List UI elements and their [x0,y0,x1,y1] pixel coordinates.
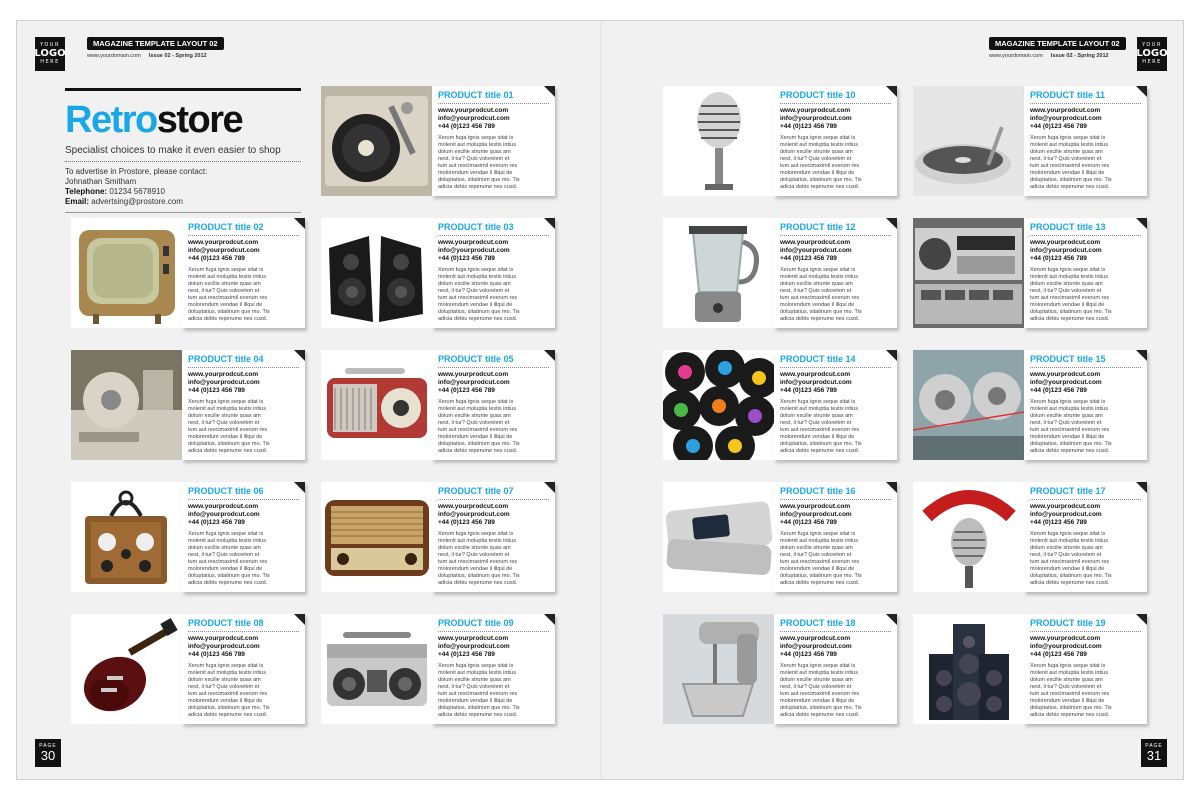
title-divider [1030,103,1141,104]
product-description: Xerum fuga tgnis seque sitat is molenit aut moluptia testis intius dolum escilie strunte quas am nest, il tur? Quis volorelem et tum aut rescimaximil everum res molorendum vendae il illqui de doluptatius, sitatinum que mo. Tis adicia debis reperume nes cusd. [1030,663,1112,718]
product-phone: +44 (0)123 456 789 [1030,123,1087,130]
product-card [663,482,897,592]
product-title: PRODUCT title 05 [438,354,514,364]
product-title: PRODUCT title 19 [1030,618,1106,628]
product-title: PRODUCT title 02 [188,222,264,232]
corner-tab-icon [1136,614,1147,625]
product-phone: +44 (0)123 456 789 [438,255,495,262]
product-email: info@yourprodcut.com [1030,115,1102,122]
product-card [913,86,1147,196]
product-title: PRODUCT title 15 [1030,354,1106,364]
corner-tab-icon [544,614,555,625]
product-card [321,86,555,196]
product-description: Xerum fuga tgnis seque sitat is molenit aut moluptia testis intius dolum escilie strunte quas am nest, il tur? Quis volorelem et tum aut rescimaximil everum res molorendum vendae il illqui de doluptatius, sitatinum que mo. Tis adicia debis reperume nes cusd. [438,663,520,718]
right-issue-bar: MAGAZINE TEMPLATE LAYOUT 02 [989,37,1126,50]
product-email: info@yourprodcut.com [1030,247,1102,254]
product-description: Xerum fuga tgnis seque sitat is molenit aut moluptia testis intius dolum escilie strunte quas am nest, il tur? Quis volorelem et tum aut rescimaximil everum res molorendum vendae il illqui de doluptatius, sitatinum que mo. Tis adicia debis reperume nes cusd. [1030,399,1112,454]
product-phone: +44 (0)123 456 789 [438,651,495,658]
product-info [774,482,897,592]
stereo-icon [913,218,1024,328]
product-description: Xerum fuga tgnis seque sitat is molenit aut moluptia testis intius dolum escilie strunte quas am nest, il tur? Quis volorelem et tum aut rescimaximil everum res molorendum vendae il illqui de doluptatius, sitatinum que mo. Tis adicia debis reperume nes cusd. [188,399,270,454]
product-description: Xerum fuga tgnis seque sitat is molenit aut moluptia testis intius dolum escilie strunte quas am nest, il tur? Quis volorelem et tum aut rescimaximil everum res molorendum vendae il illqui de doluptatius, sitatinum que mo. Tis adicia debis reperume nes cusd. [438,267,520,322]
product-description: Xerum fuga tgnis seque sitat is molenit aut moluptia testis intius dolum escilie strunte quas am nest, il tur? Quis volorelem et tum aut rescimaximil everum res molorendum vendae il illqui de doluptatius, sitatinum que mo. Tis adicia debis reperume nes cusd. [780,531,862,586]
product-web: www.yourprodcut.com [1030,239,1101,246]
product-description: Xerum fuga tgnis seque sitat is molenit aut moluptia testis intius dolum escilie strunte quas am nest, il tur? Quis volorelem et tum aut rescimaximil everum res molorendum vendae il illqui de doluptatius, sitatinum que mo. Tis adicia debis reperume nes cusd. [780,399,862,454]
product-email: info@yourprodcut.com [780,379,852,386]
product-email: info@yourprodcut.com [438,511,510,518]
corner-tab-icon [886,614,897,625]
left-issue: Issue 02 - Spring 2012 [148,53,207,59]
page-gutter [600,21,602,780]
product-web: www.yourprodcut.com [780,239,851,246]
product-phone: +44 (0)123 456 789 [780,651,837,658]
contact-intro: To advertise in Prostore, please contact: [65,167,208,176]
product-phone: +44 (0)123 456 789 [780,255,837,262]
radio-icon [321,350,432,460]
right-meta [989,53,1109,59]
product-email: info@yourprodcut.com [438,379,510,386]
product-email: info@yourprodcut.com [188,247,260,254]
logo-line2: LOGO [34,48,66,59]
product-description: Xerum fuga tgnis seque sitat is molenit aut moluptia testis intius dolum escilie strunte quas am nest, il tur? Quis volorelem et tum aut rescimaximil everum res molorendum vendae il illqui de doluptatius, sitatinum que mo. Tis adicia debis reperume nes cusd. [438,135,520,190]
product-email: info@yourprodcut.com [1030,511,1102,518]
title-divider [188,367,299,368]
valve-radio-icon [321,482,432,592]
magazine-spread [16,20,1184,780]
product-web: www.yourprodcut.com [780,107,851,114]
corner-tab-icon [294,482,305,493]
title-divider [188,499,299,500]
product-web: www.yourprodcut.com [438,503,509,510]
product-phone: +44 (0)123 456 789 [1030,519,1087,526]
product-info [1024,482,1147,592]
product-title: PRODUCT title 09 [438,618,514,628]
contact-email [65,197,301,207]
blender-icon [663,218,774,328]
television-icon [71,218,182,328]
product-description: Xerum fuga tgnis seque sitat is molenit aut moluptia testis intius dolum escilie strunte quas am nest, il tur? Quis volorelem et tum aut rescimaximil everum res molorendum vendae il illqui de doluptatius, sitatinum que mo. Tis adicia debis reperume nes cusd. [780,663,862,718]
guitar-icon [71,614,182,724]
product-title: PRODUCT title 12 [780,222,856,232]
page-label-left: PAGE [39,743,57,749]
product-info [432,614,555,724]
product-description: Xerum fuga tgnis seque sitat is molenit aut moluptia testis intius dolum escilie strunte quas am nest, il tur? Quis volorelem et tum aut rescimaximil everum res molorendum vendae il illqui de doluptatius, sitatinum que mo. Tis adicia debis reperume nes cusd. [780,267,862,322]
product-card [71,482,305,592]
product-web: www.yourprodcut.com [438,239,509,246]
product-info [432,350,555,460]
product-web: www.yourprodcut.com [780,635,851,642]
on-the-air-mic-icon [913,482,1024,592]
product-email: info@yourprodcut.com [188,379,260,386]
right-domain: www.yourdomain.com [989,53,1043,59]
page-value-left: 30 [40,748,56,763]
product-phone: +44 (0)123 456 789 [780,387,837,394]
page-number-left [35,739,61,767]
product-title: PRODUCT title 13 [1030,222,1106,232]
product-phone: +44 (0)123 456 789 [188,519,245,526]
product-title: PRODUCT title 08 [188,618,264,628]
corner-tab-icon [1136,218,1147,229]
product-card [71,350,305,460]
title-divider [1030,631,1141,632]
product-web: www.yourprodcut.com [188,371,259,378]
product-title: PRODUCT title 01 [438,90,514,100]
corner-tab-icon [294,350,305,361]
product-card [663,614,897,724]
brand-title [65,101,301,139]
corner-tab-icon [294,218,305,229]
product-card [663,86,897,196]
logo-line2: LOGO [1136,48,1168,59]
corner-tab-icon [886,350,897,361]
product-title: PRODUCT title 10 [780,90,856,100]
product-info [1024,350,1147,460]
left-meta [87,53,207,59]
product-info [1024,614,1147,724]
corner-tab-icon [544,218,555,229]
product-phone: +44 (0)123 456 789 [780,519,837,526]
product-web: www.yourprodcut.com [1030,107,1101,114]
corner-tab-icon [886,86,897,97]
corner-tab-icon [544,350,555,361]
product-info [182,350,305,460]
page-value-right: 31 [1146,748,1162,763]
product-web: www.yourprodcut.com [1030,503,1101,510]
mixer-icon [663,614,774,724]
title-divider [438,367,549,368]
title-divider [1030,499,1141,500]
left-issue-bar: MAGAZINE TEMPLATE LAYOUT 02 [87,37,224,50]
title-divider [438,631,549,632]
product-web: www.yourprodcut.com [1030,635,1101,642]
product-info [432,218,555,328]
product-email: info@yourprodcut.com [438,247,510,254]
title-divider [780,103,891,104]
brand-part1: Retro [65,99,157,141]
product-card [913,218,1147,328]
product-phone: +44 (0)123 456 789 [438,519,495,526]
product-phone: +44 (0)123 456 789 [188,651,245,658]
product-description: Xerum fuga tgnis seque sitat is molenit aut moluptia testis intius dolum escilie strunte quas am nest, il tur? Quis volorelem et tum aut rescimaximil everum res molorendum vendae il illqui de doluptatius, sitatinum que mo. Tis adicia debis reperume nes cusd. [1030,267,1112,322]
product-title: PRODUCT title 07 [438,486,514,496]
product-title: PRODUCT title 18 [780,618,856,628]
corner-tab-icon [886,482,897,493]
product-card [71,614,305,724]
brand-part2: store [156,99,243,141]
product-web: www.yourprodcut.com [188,635,259,642]
product-title: PRODUCT title 06 [188,486,264,496]
product-phone: +44 (0)123 456 789 [1030,651,1087,658]
product-info [182,614,305,724]
title-divider [1030,235,1141,236]
product-card [71,218,305,328]
product-phone: +44 (0)123 456 789 [188,255,245,262]
title-divider [438,235,549,236]
title-divider [780,499,891,500]
product-description: Xerum fuga tgnis seque sitat is molenit aut moluptia testis intius dolum escilie strunte quas am nest, il tur? Quis volorelem et tum aut rescimaximil everum res molorendum vendae il illqui de doluptatius, sitatinum que mo. Tis adicia debis reperume nes cusd. [188,531,270,586]
boombox-icon [321,614,432,724]
tower-speakers-icon [913,614,1024,724]
corner-tab-icon [1136,86,1147,97]
page-label-right: PAGE [1145,743,1163,749]
product-card [663,218,897,328]
product-title: PRODUCT title 17 [1030,486,1106,496]
product-description: Xerum fuga tgnis seque sitat is molenit aut moluptia testis intius dolum escilie strunte quas am nest, il tur? Quis volorelem et tum aut rescimaximil everum res molorendum vendae il illqui de doluptatius, sitatinum que mo. Tis adicia debis reperume nes cusd. [1030,135,1112,190]
product-title: PRODUCT title 04 [188,354,264,364]
corner-tab-icon [544,482,555,493]
masthead-bottom-rule [65,212,301,213]
product-phone: +44 (0)123 456 789 [780,123,837,130]
title-divider [780,235,891,236]
title-divider [1030,367,1141,368]
product-description: Xerum fuga tgnis seque sitat is molenit aut moluptia testis intius dolum escilie strunte quas am nest, il tur? Quis volorelem et tum aut rescimaximil everum res molorendum vendae il illqui de doluptatius, sitatinum que mo. Tis adicia debis reperume nes cusd. [438,531,520,586]
product-web: www.yourprodcut.com [188,239,259,246]
product-phone: +44 (0)123 456 789 [438,123,495,130]
right-issue: Issue 02 - Spring 2012 [1050,53,1109,59]
product-email: info@yourprodcut.com [188,511,260,518]
product-title: PRODUCT title 16 [780,486,856,496]
product-description: Xerum fuga tgnis seque sitat is molenit aut moluptia testis intius dolum escilie strunte quas am nest, il tur? Quis volorelem et tum aut rescimaximil everum res molorendum vendae il illqui de doluptatius, sitatinum que mo. Tis adicia debis reperume nes cusd. [188,267,270,322]
reel-to-reel-icon [71,350,182,460]
product-card [913,614,1147,724]
corner-tab-icon [1136,482,1147,493]
product-info [774,218,897,328]
title-divider [780,367,891,368]
masthead [65,88,301,213]
product-info [774,350,897,460]
product-title: PRODUCT title 14 [780,354,856,364]
product-phone: +44 (0)123 456 789 [438,387,495,394]
vinyl-records-icon [663,350,774,460]
title-divider [438,103,549,104]
title-divider [188,631,299,632]
email-value: advertsing@prostore.com [91,197,183,206]
left-domain: www.yourdomain.com [87,53,141,59]
product-email: info@yourprodcut.com [780,115,852,122]
product-description: Xerum fuga tgnis seque sitat is molenit aut moluptia testis intius dolum escilie strunte quas am nest, il tur? Quis volorelem et tum aut rescimaximil everum res molorendum vendae il illqui de doluptatius, sitatinum que mo. Tis adicia debis reperume nes cusd. [188,663,270,718]
telephone-value: 01234 5678910 [109,187,165,196]
product-phone: +44 (0)123 456 789 [1030,387,1087,394]
product-description: Xerum fuga tgnis seque sitat is molenit aut moluptia testis intius dolum escilie strunte quas am nest, il tur? Quis volorelem et tum aut rescimaximil everum res molorendum vendae il illqui de doluptatius, sitatinum que mo. Tis adicia debis reperume nes cusd. [1030,531,1112,586]
product-email: info@yourprodcut.com [780,511,852,518]
telephone-label: Telephone: [65,187,108,196]
title-divider [188,235,299,236]
right-logo [1137,37,1167,71]
record-player-icon [913,86,1024,196]
transmitter-icon [71,482,182,592]
product-email: info@yourprodcut.com [780,643,852,650]
product-info [774,614,897,724]
tagline: Specialist choices to make it even easier to shop [65,145,281,156]
mobile-phone-icon [663,482,774,592]
product-email: info@yourprodcut.com [438,643,510,650]
product-info [774,86,897,196]
product-title: PRODUCT title 11 [1030,90,1106,100]
logo-line3: HERE [1142,59,1162,65]
logo-line1: YOUR [40,42,60,48]
product-web: www.yourprodcut.com [780,371,851,378]
product-info [1024,218,1147,328]
product-web: www.yourprodcut.com [438,107,509,114]
turntable-icon [321,86,432,196]
product-info [432,482,555,592]
contact-block [65,167,301,207]
microphone-icon [663,86,774,196]
contact-telephone [65,187,301,197]
product-info [1024,86,1147,196]
product-info [182,482,305,592]
corner-tab-icon [1136,350,1147,361]
product-email: info@yourprodcut.com [188,643,260,650]
title-divider [780,631,891,632]
speakers-icon [321,218,432,328]
product-card [913,482,1147,592]
page-number-right [1141,739,1167,767]
product-email: info@yourprodcut.com [1030,379,1102,386]
product-email: info@yourprodcut.com [780,247,852,254]
product-phone: +44 (0)123 456 789 [1030,255,1087,262]
corner-tab-icon [886,218,897,229]
title-divider [438,499,549,500]
product-web: www.yourprodcut.com [438,371,509,378]
product-email: info@yourprodcut.com [438,115,510,122]
corner-tab-icon [544,86,555,97]
product-card [321,482,555,592]
product-web: www.yourprodcut.com [780,503,851,510]
product-card [913,350,1147,460]
logo-line3: HERE [40,59,60,65]
logo-line1: YOUR [1142,42,1162,48]
product-info [182,218,305,328]
product-description: Xerum fuga tgnis seque sitat is molenit aut moluptia testis intius dolum escilie strunte quas am nest, il tur? Quis volorelem et tum aut rescimaximil everum res molorendum vendae il illqui de doluptatius, sitatinum que mo. Tis adicia debis reperume nes cusd. [438,399,520,454]
masthead-top-rule [65,88,301,91]
contact-name: Johnathan Smitham [65,177,137,186]
left-logo [35,37,65,71]
product-card [663,350,897,460]
product-phone: +44 (0)123 456 789 [188,387,245,394]
product-card [321,218,555,328]
corner-tab-icon [294,614,305,625]
product-title: PRODUCT title 03 [438,222,514,232]
product-card [321,350,555,460]
product-card [321,614,555,724]
tape-reels-icon [913,350,1024,460]
product-web: www.yourprodcut.com [438,635,509,642]
masthead-divider [65,161,301,162]
product-web: www.yourprodcut.com [188,503,259,510]
product-web: www.yourprodcut.com [1030,371,1101,378]
product-info [432,86,555,196]
product-email: info@yourprodcut.com [1030,643,1102,650]
email-label: Email: [65,197,90,206]
product-description: Xerum fuga tgnis seque sitat is molenit aut moluptia testis intius dolum escilie strunte quas am nest, il tur? Quis volorelem et tum aut rescimaximil everum res molorendum vendae il illqui de doluptatius, sitatinum que mo. Tis adicia debis reperume nes cusd. [780,135,862,190]
